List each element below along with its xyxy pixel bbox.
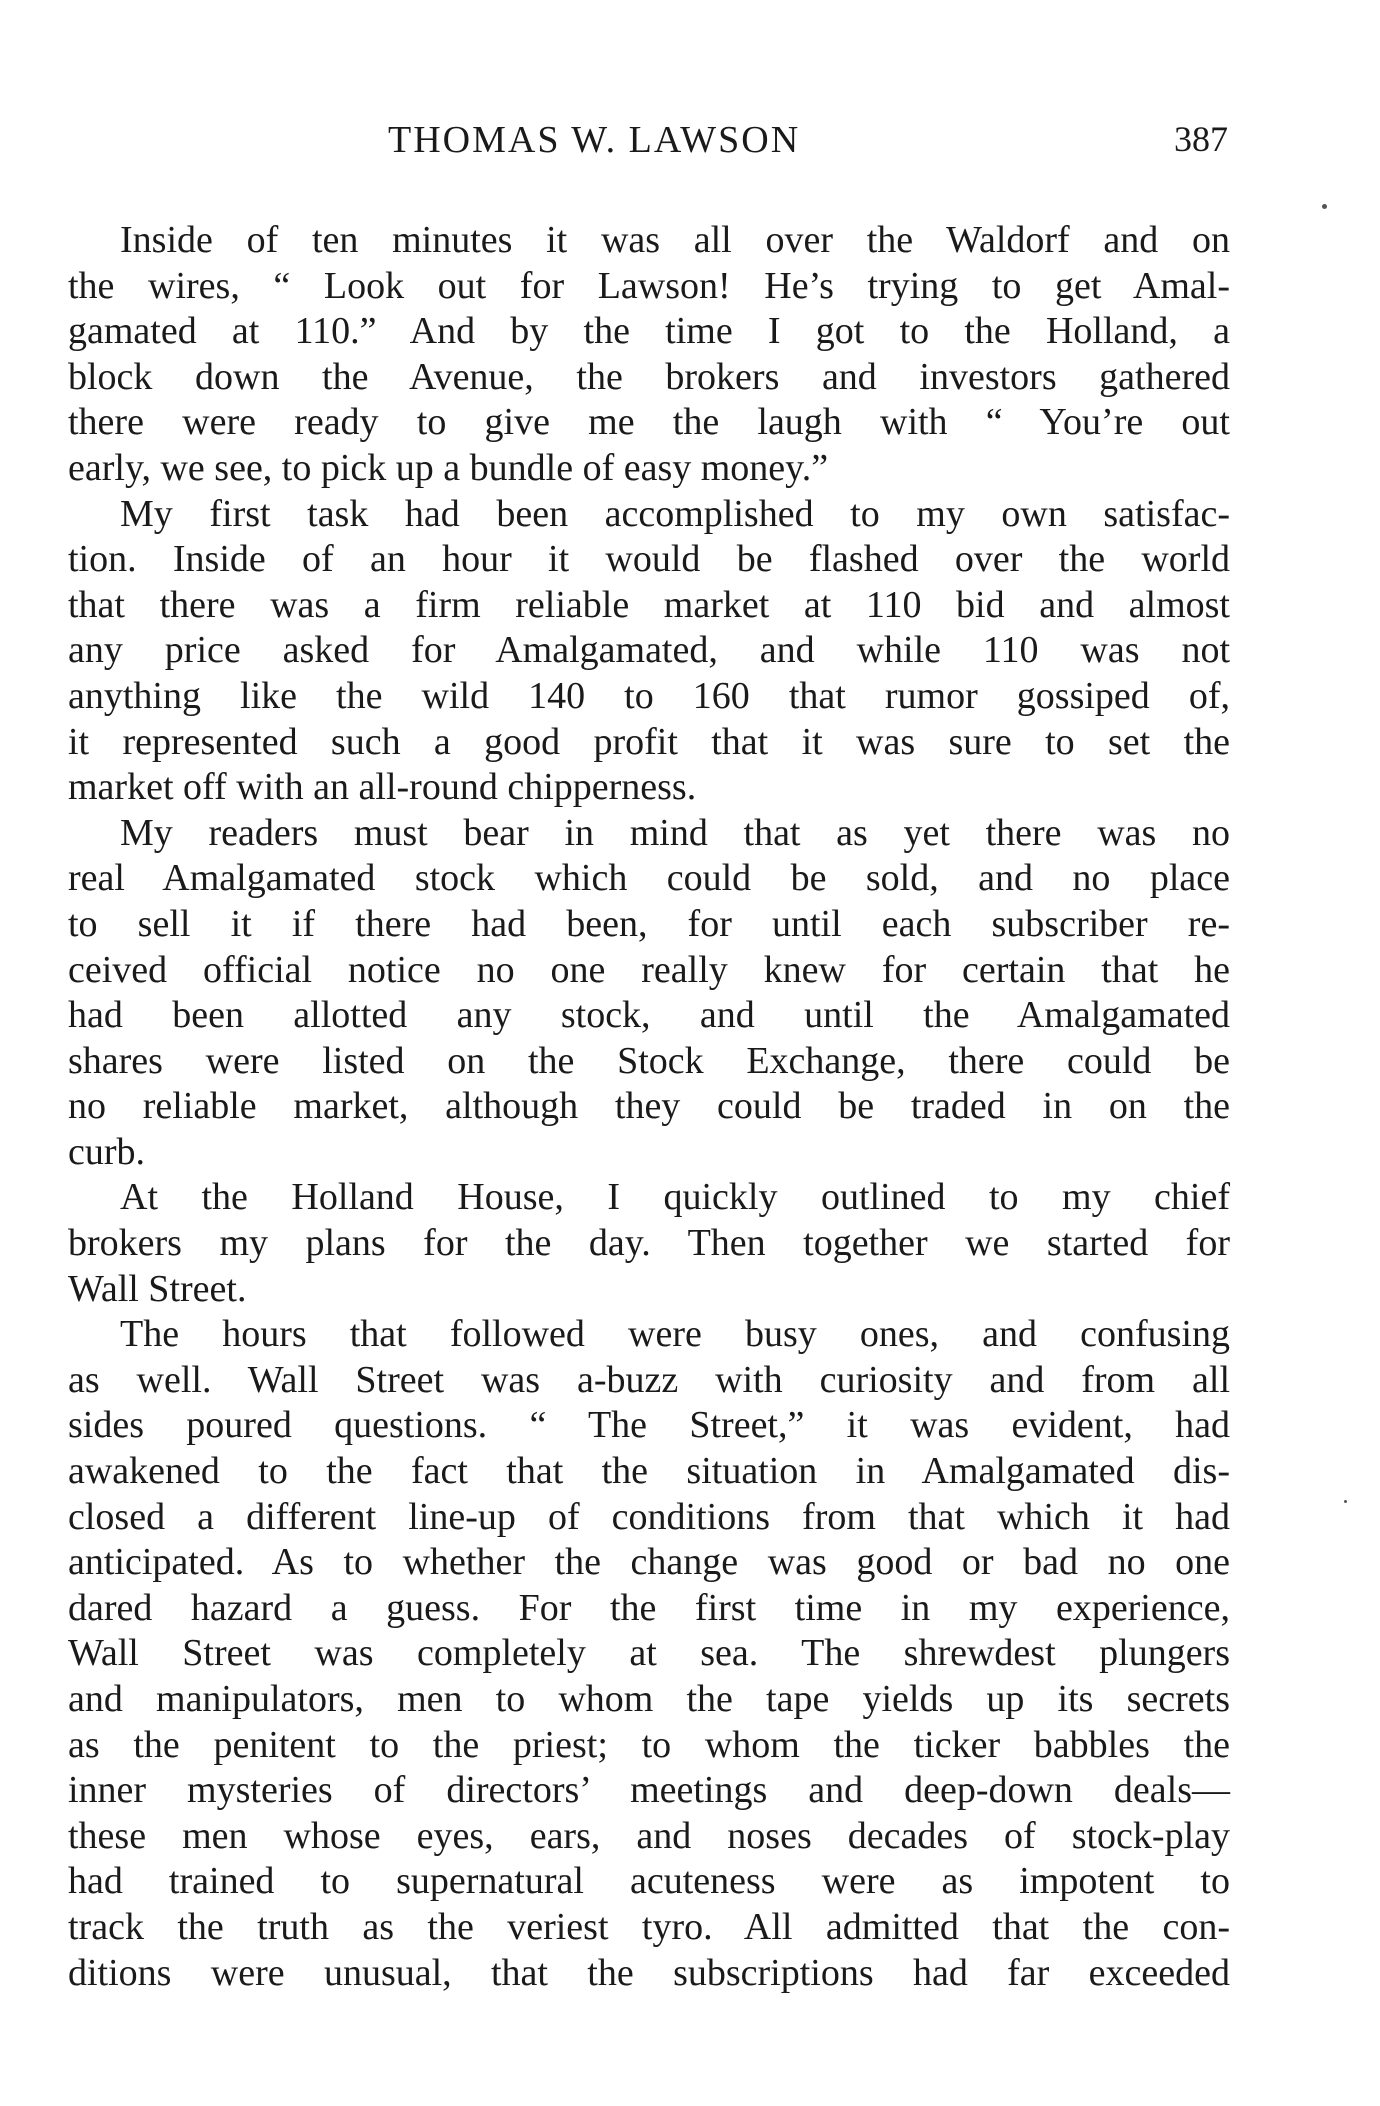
text-line: anticipated. As to whether the change was good or bad no one	[68, 1541, 1230, 1584]
text-line: as well. Wall Street was a-buzz with curiosity and from all	[68, 1358, 1230, 1401]
page-number: 387	[1174, 119, 1228, 159]
text-line: any price asked for Amalgamated, and while 110 was not	[68, 629, 1230, 672]
running-head	[68, 118, 1228, 178]
text-line: real Amalgamated stock which could be sold, and no place	[68, 857, 1230, 900]
running-title: THOMAS W. LAWSON	[388, 119, 801, 161]
text-line: tion. Inside of an hour it would be flashed over the world	[68, 538, 1230, 581]
text-line: My first task had been accomplished to my own satisfac-	[120, 492, 1230, 535]
text-line: gamated at 110.” And by the time I got to the Holland, a	[68, 310, 1230, 353]
text-line: inner mysteries of directors’ meetings and deep-down deals—	[68, 1769, 1230, 1812]
text-line: it represented such a good profit that it was sure to set the	[68, 720, 1230, 763]
text-line: market off with an all-round chipperness.	[68, 766, 697, 809]
text-line: track the truth as the veriest tyro. All admitted that the con-	[68, 1905, 1230, 1948]
text-line: shares were listed on the Stock Exchange, there could be	[68, 1039, 1230, 1082]
text-line: closed a different line-up of conditions from that which it had	[68, 1495, 1230, 1538]
text-line: early, we see, to pick up a bundle of easy money.”	[68, 446, 829, 489]
text-line: The hours that followed were busy ones, and confusing	[120, 1313, 1230, 1356]
text-line: these men whose eyes, ears, and noses decades of stock-play	[68, 1814, 1230, 1857]
text-line: dared hazard a guess. For the first time in my experience,	[68, 1586, 1230, 1629]
text-line: had been allotted any stock, and until the Amalgamated	[68, 994, 1230, 1037]
text-line: Inside of ten minutes it was all over the Waldorf and on	[120, 219, 1230, 261]
text-line: and manipulators, men to whom the tape yields up its secrets	[68, 1678, 1230, 1720]
text-line: that there was a firm reliable market at 110 bid and almost	[68, 583, 1230, 626]
text-line: ceived official notice no one really knew for certain that he	[68, 948, 1230, 991]
text-line: the wires, “ Look out for Lawson! He’s trying to get Amal-	[68, 264, 1230, 307]
text-line: anything like the wild 140 to 160 that rumor gossiped of,	[68, 674, 1230, 717]
text-line: awakened to the fact that the situation in Amalgamated dis-	[68, 1450, 1230, 1493]
text-line: My readers must bear in mind that as yet there was no	[120, 811, 1230, 854]
text-line: block down the Avenue, the brokers and investors gathered	[68, 355, 1230, 398]
ink-speck	[1344, 1500, 1347, 1503]
ink-speck	[1322, 204, 1327, 209]
text-line: no reliable market, although they could be traded in on the	[68, 1085, 1230, 1128]
text-line: At the Holland House, I quickly outlined to my chief	[120, 1176, 1230, 1219]
text-line: there were ready to give me the laugh with “ You’re out	[68, 401, 1230, 444]
text-line: as the penitent to the priest; to whom the ticker babbles the	[68, 1723, 1230, 1766]
text-line: sides poured questions. “ The Street,” it was evident, had	[68, 1404, 1230, 1447]
text-line: ditions were unusual, that the subscriptions had far exceeded	[68, 1951, 1230, 1994]
text-line: Wall Street was completely at sea. The shrewdest plungers	[68, 1632, 1230, 1675]
text-line: had trained to supernatural acuteness were as impotent to	[68, 1860, 1230, 1903]
text-line: Wall Street.	[68, 1267, 247, 1310]
text-line: to sell it if there had been, for until each subscriber re-	[68, 902, 1230, 945]
text-line: curb.	[68, 1130, 146, 1173]
body-text	[68, 218, 1230, 1996]
text-line: brokers my plans for the day. Then together we started for	[68, 1222, 1230, 1265]
